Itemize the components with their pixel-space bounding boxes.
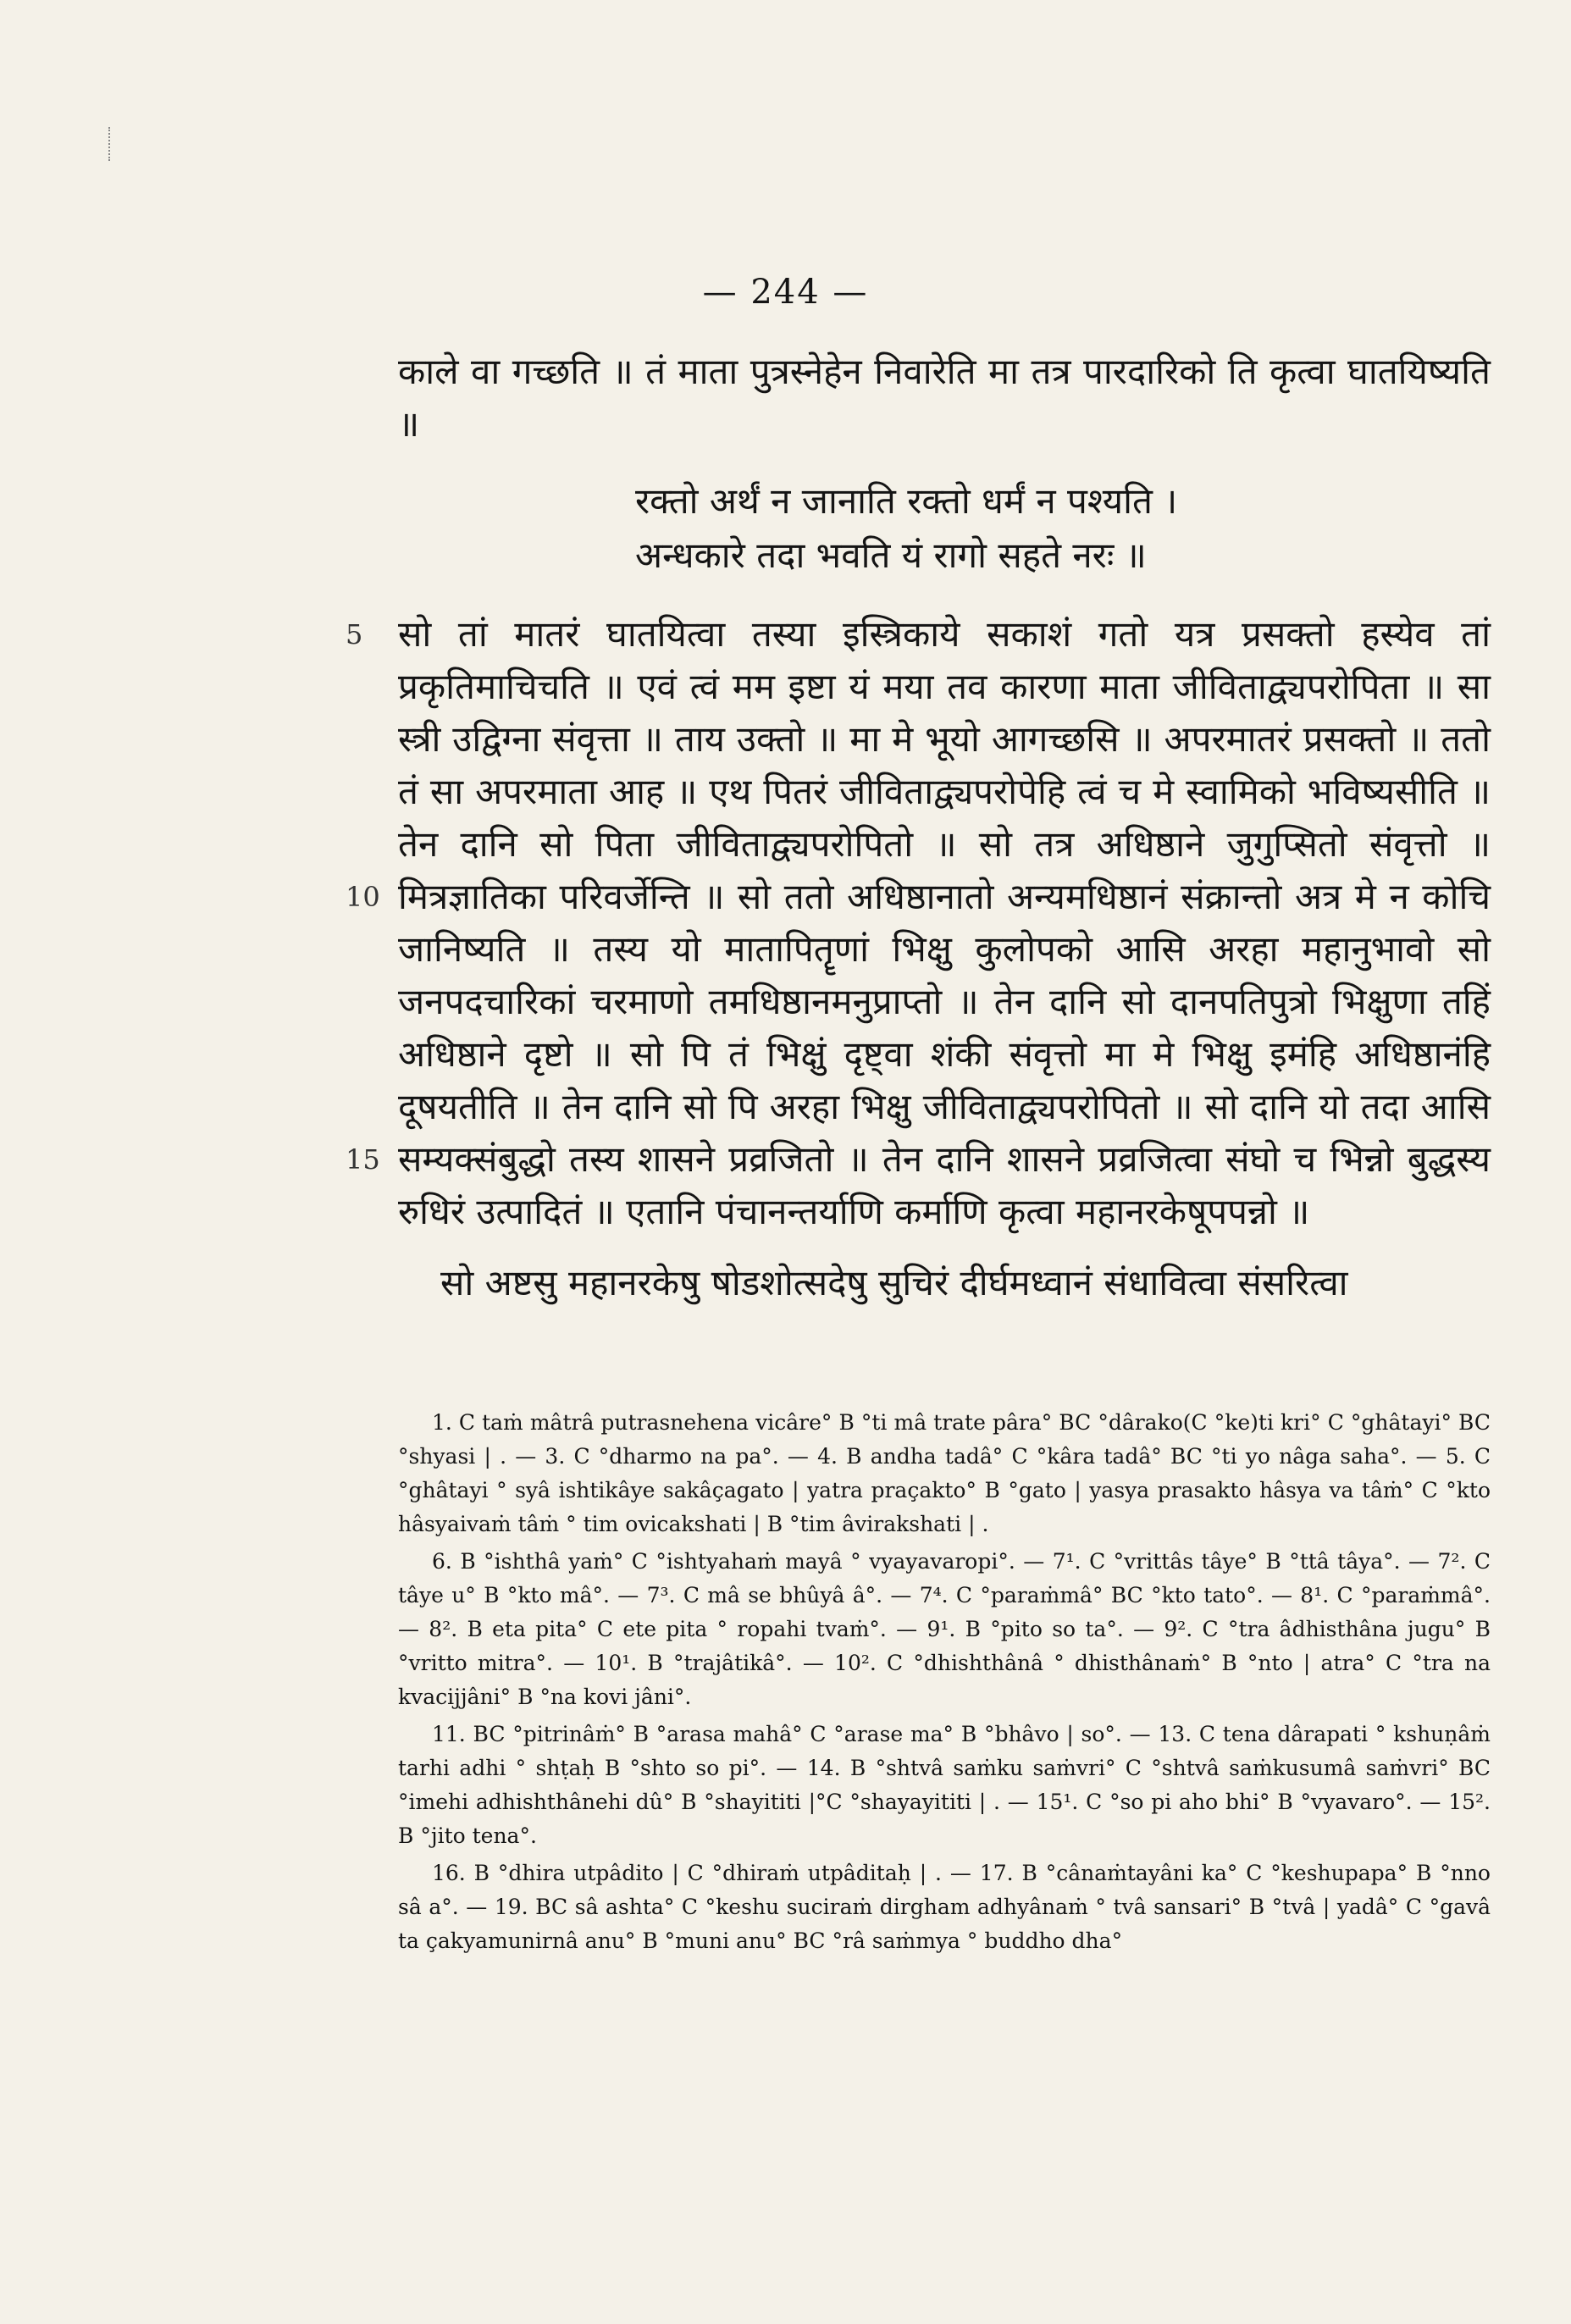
line-number-10: 10 — [346, 881, 380, 913]
footnote-block-3: 11. BC °pitrinâṁ° B °arasa mahâ° C °arase ma° B °bhâvo | so°. — 13. C tena dârapati ° kshuṇâṁ tarhi adhi ° shṭaḥ B °shto so pi°. — 14. B °shtvâ saṁku saṁvri° C °shtvâ saṁkusumâ saṁvri° BC °imehi adhishthânehi dû° B °shayititi |°C °shayayititi | . — 15¹. C °so pi aho bhi° B °vyavaro°. — 15². B °jito tena°. — [398, 1722, 1491, 1848]
footnote-block-2: 6. B °ishthâ yaṁ° C °ishtyahaṁ mayâ ° vyayavaropi°. — 7¹. C °vrittâs tâye° B °ttâ tâya°. — 7². C tâye u° B °kto mâ°. — 7³. C mâ se bhûyâ â°. — 7⁴. C °paraṁmâ° BC °kto tato°. — 8¹. C °paraṁmâ°. — 8². B eta pita° C ete pita ° ropahi tvaṁ°. — 9¹. B °pito so ta°. — 9². C °tra âdhisthâna jugu° B °vritto mitra°. — 10¹. B °trajâtikâ°. — 10². C °dhishthânâ ° dhisthânaṁ° B °nto | atra° C °tra na kvacijjâni° B °na kovi jâni°. — [398, 1549, 1491, 1709]
paragraph-3: सो अष्टसु महानरकेषु षोडशोत्सदेषु सुचिरं दीर्घमध्वानं संधावित्वा संसरित्वा — [440, 1262, 1348, 1303]
footnotes — [398, 1406, 1491, 1962]
main-text — [346, 346, 1491, 1309]
paragraph-1: काले वा गच्छति ॥ तं माता पुत्रस्नेहेन निवारेति मा तत्र पारदारिको ति कृत्वा घातयिष्यति ॥ — [398, 351, 1491, 445]
page-number: — 244 — — [702, 273, 869, 312]
paragraph-2-text: सो तां मातरं घातयित्वा तस्या इस्त्रिकाये सकाशं गतो यत्र प्रसक्तो हस्येव तां प्रकृतिमाचिचति ॥ एवं त्वं मम इष्टा यं मया तव कारणा माता जीविताद्व्यपरोपिता ॥ सा स्त्री उद्विग्ना संवृत्ता ॥ ताय उक्तो ॥ मा मे भूयो आगच्छसि ॥ अपरमातरं प्रसक्तो ॥ ततो तं सा अपरमाता आह ॥ एथ पितरं जीविताद्व्यपरोपेहि त्वं च मे स्वामिको भविष्यसीति ॥ तेन दानि सो पिता जीविताद्व्यपरोपितो ॥ सो तत्र अधिष्ठाने जुगुप्सितो संवृत्तो ॥ मित्रज्ञातिका परिवर्जेन्ति ॥ सो ततो अधिष्ठानातो अन्यमधिष्ठानं संक्रान्तो अत्र मे न कोचि जानिष्यति ॥ तस्य यो मातापितॄणां भिक्षु कुलोपको आसि अरहा महानुभावो सो जनपदचारिकां चरमाणो तमधिष्ठानमनुप्राप्तो ॥ तेन दानि सो दानपतिपुत्रो भिक्षुणा तहिं अधिष्ठाने दृष्टो ॥ सो पि तं भिक्षुं दृष्ट्वा शंकी संवृत्तो मा मे भिक्षु इमंहि अधिष्ठानंहि दूषयतीति ॥ तेन दानि सो पि अरहा भिक्षु जीविताद्व्यपरोपितो ॥ सो दानि यो तदा आसि सम्यक्संबुद्धो तस्य शासने प्रव्रजितो ॥ तेन दानि शासने प्रव्रजित्वा संघो च भिन्नो बुद्धस्य रुधिरं उत्पादितं ॥ एतानि पंचानन्तर्याणि कर्माणि कृत्वा महानरकेषूपपन्नो ॥ — [398, 613, 1491, 1232]
verse — [398, 474, 1491, 583]
verse-line-1: रक्तो अर्थं न जानाति रक्तो धर्मं न पश्यति । — [635, 480, 1178, 522]
line-number-5: 5 — [346, 618, 363, 650]
footnote-block-1: 1. C taṁ mâtrâ putrasnehena vicâre° B °ti mâ trate pâra° BC °dârako(C °ke)ti kri° C °ghâtayi° BC °shyasi | . — 3. C °dharmo na pa°. — 4. B andha tadâ° C °kâra tadâ° BC °ti yo nâga saha°. — 5. C °ghâtayi ° syâ ishtikâye sakâçagato | yatra praçakto° B °gato | yasya prasakto hâsya va tâṁ° C °kto hâsyaivaṁ tâṁ ° tim ovicakshati | B °tim âvirakshati | . — [398, 1410, 1491, 1536]
line-number-15: 15 — [346, 1143, 380, 1176]
footnote-block-4: 16. B °dhira utpâdito | C °dhiraṁ utpâditaḥ | . — 17. B °cânaṁtayâni ka° C °keshupapa° B °nno sâ a°. — 19. BC sâ ashta° C °keshu suciraṁ dirgham adhyânaṁ ° tvâ sansari° B °tvâ | yadâ° C °gavâ ta çakyamunirnâ anu° B °muni anu° BC °râ saṁmya ° buddho dha° — [398, 1861, 1491, 1953]
margin-mark — [108, 127, 113, 161]
paragraph-2 — [346, 608, 1491, 1238]
verse-line-2: अन्धकारे तदा भवति यं रागो सहते नरः ॥ — [635, 534, 1147, 576]
